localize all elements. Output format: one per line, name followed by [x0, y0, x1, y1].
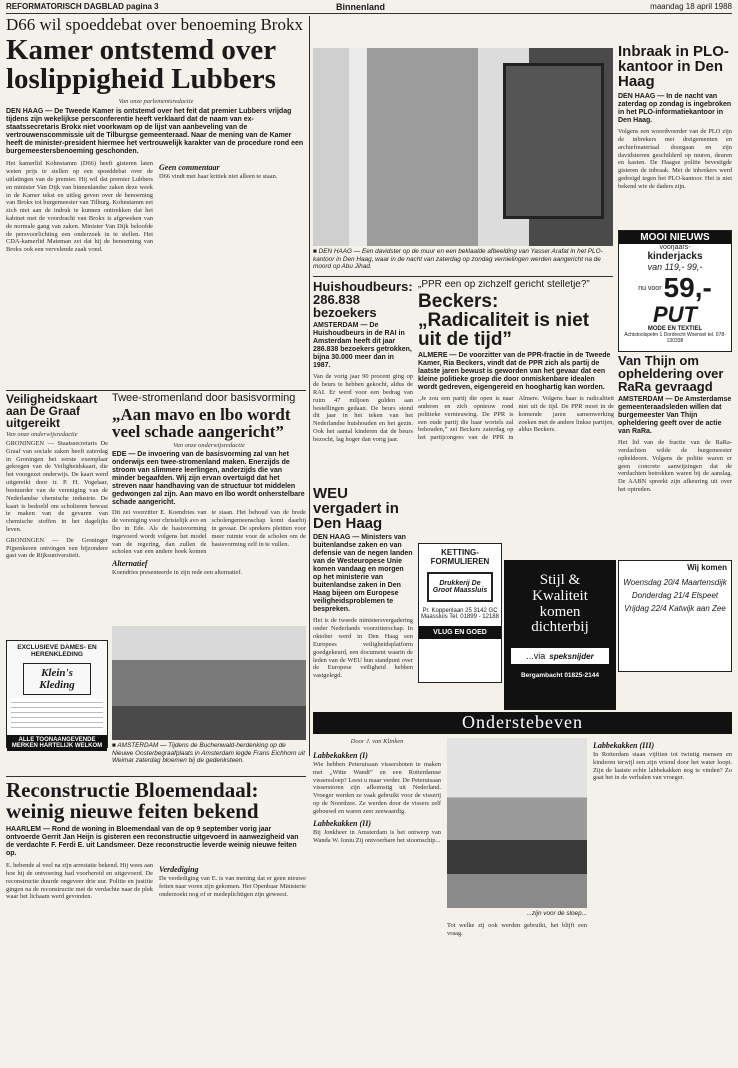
mavo-subhead: Alternatief	[112, 559, 148, 569]
header-paper-name: REFORMATORISCH DAGBLAD pagina 3	[6, 2, 159, 11]
huishoud-headline: Huishoudbeurs: 286.838 bezoekers	[313, 280, 413, 320]
mavo-body: Dit zei voorzitter E. Koendries van de vereniging voor christelijk avo en lbo in Ede. Als de basisvorming ingevoerd wordt volgens het model van de regering, dan zullen de scholen van een andere hoek komen te staan. Het behoud van de brede scholengemeenschap komt daarbij in gevaar. De sprekers pleitten voor meer ruimte voor de scholen om de basisvorming zelf in te vullen.	[112, 509, 306, 556]
onderweg-body-2: Bij Jonkheer in Amsterdam is het ontwerp van Wanda W. Ioniu Zij ontvoerbare het stoomschip...	[313, 828, 441, 844]
put-ad	[618, 230, 732, 352]
mavo-kicker: Twee-stromenland door basisvorming	[112, 393, 296, 404]
header-date: maandag 18 april 1988	[650, 2, 732, 11]
kleins-ad	[6, 640, 108, 748]
weu-lead: DEN HAAG — Ministers van buitenlandse zaken en van defensie van de negen landen van de Westeuropese Unie komen vandaag en morgen op het ministerie van buitenlandse zaken in Den Haag bijeen om Europese veiligheidsproblemen te bespreken.	[313, 534, 413, 614]
plo-photo	[313, 48, 613, 246]
caption-bullet-icon-2: ■	[112, 742, 118, 749]
onderweg-article	[313, 738, 732, 1064]
veilig-rule	[6, 390, 306, 391]
rara-lead: AMSTERDAM — De Amsterdamse gemeenteraadsleden willen dat burgemeester Van Thijn opheldering geeft over de actie van RaRa.	[618, 396, 732, 436]
mavo-foot: Koendries presenteerde in zijn rede een alternatief.	[112, 569, 243, 577]
wijkomen-ad	[618, 560, 732, 672]
put-ad-top: MOOI NIEUWS	[619, 231, 731, 244]
stijl-ad-brand: speksnijder	[549, 652, 594, 661]
huishoud-body: Van de vorig jaar 90 procent ging op de beurs te hebben gekocht, aldus de RAI. Er werd voor een bedrag van ruim 47 miljoen gulden aan bestellingen gedaan. De beurs stond dit jaar in het teken van het Nederlandse huishouden en het gezin. Ook het aantal kinderen dat de beurs bezocht, lag hoger dan vorig jaar.	[313, 373, 413, 443]
bloem-lead: HAARLEM — Rond de woning in Bloemendaal van de op 9 september vorig jaar ontvoerde Gerrit Jan Heijn is gisteren een reconstructie uitgevoerd in aanwezigheid van de verdachte F. Ferdi E. uit Landsmeer. Deze reconstructie leverde weinig nieuwe feiten op.	[6, 826, 299, 858]
onderweg-body-4: In Rotterdam staan vijftien tot twintig mensen en kinderen terwijl een zijn vriend door het water loopt. Zijn de laatste echte labbekakken nog te vinden? Zo gaat het in de verhalen van vroeger.	[593, 751, 732, 782]
plo-photo-window	[503, 63, 604, 219]
rara-body: Het lid van de fractie van de RaRa-verdachten wilde de burgemeester ophelderen. Volgens de politie waren er geen concrete aanwijzingen dat de verdachten betrokken waren bij de aanslag. De AABN spreekt zijn afkeuring uit over het optreden.	[618, 439, 732, 494]
bloem-body-2: De verdediging van E. is van mening dat er geen nieuwe feiten naar voren zijn gekomen. Het Openbaar Ministerie onderzoekt nog of er medeplichtigen zijn geweest.	[159, 875, 306, 898]
plo-lead: DEN HAAG — In de nacht van zaterdag op zondag is ingebroken in het PLO-informatiekantoor in Den Haag.	[618, 93, 732, 125]
put-ad-address: Achtstoolspelm 1 Dordrecht Woensel tel. 078-130338	[624, 332, 726, 344]
onderweg-sub-2: Labbekakken (II)	[313, 818, 371, 828]
put-ad-now: nu voor	[638, 284, 662, 292]
stijl-ad-tel: Bergambacht 01825-2144	[520, 672, 600, 679]
put-ad-price: 59,-	[663, 272, 712, 303]
beckers-headline: Beckers: „Radicaliteit is niet uit de tijd”	[418, 291, 590, 350]
header-rule	[6, 13, 732, 14]
weu-body: Het is de tweede ministersvergadering onder Nederlands voorzitterschap. In oktober werd in Den Haag een Europees veiligheidsplatform goedgekeurd, een document waarin de leden van de WEU hun standpunt over de Europese veiligheid hebben vastgelegd.	[313, 617, 413, 680]
rara-headline: Van Thijn om opheldering over RaRa gevraagd	[618, 354, 724, 394]
veilig-headline: Veiligheidskaart aan De Graaf uitgereikt	[6, 393, 98, 430]
beckers-kicker: „PPR een op zichzelf gericht stelletje?”	[418, 280, 590, 290]
wijkomen-date-3: Vrijdag 22/4 Katwijk aan Zee	[624, 604, 726, 613]
wijkomen-head: Wij komen	[687, 563, 727, 572]
ketting-ad	[418, 543, 502, 683]
put-ad-line1: voorjaars-	[659, 244, 691, 251]
wijkomen-date-2: Donderdag 21/4 Elspeet	[631, 591, 719, 600]
put-ad-line2: kinderjacks	[647, 251, 703, 262]
weu-article	[313, 486, 413, 736]
page-header	[6, 2, 732, 12]
header-section: Binnenland	[336, 2, 385, 12]
lubbers-article	[6, 16, 306, 388]
huishoud-lead: AMSTERDAM — De Huishoudbeurs in de RAI in Amsterdam heeft dit jaar 286.838 bezoekers getrokken, bijna 30.000 meer dan in 1987.	[313, 322, 412, 370]
kleins-ad-top: EXCLUSIEVE DAMES- EN HERENKLEDING	[17, 644, 97, 658]
onderweg-sub-3: Labbekakken (III)	[593, 741, 655, 750]
veilig-article	[6, 393, 108, 635]
rara-article	[618, 354, 732, 546]
ketting-ad-foot: VLUG EN GOED	[419, 626, 501, 639]
caption-bullet-icon: ■	[313, 248, 319, 255]
put-ad-tag: MODE EN TEXTIEL	[647, 326, 703, 332]
bloem-subhead: Verdediging	[159, 865, 199, 875]
plo-article	[618, 44, 732, 226]
mavo-lead: EDE — De invoering van de basisvorming zal van het onderwijs een twee-stromenland maken. Enerzijds de stroom van slimmere leerlingen, anderzijds die van minder begaafden. Wij zijn ervan overtuigd dat het streven naar handhaving van de structuur tot middelen gedwongen zal zijn. Aan mavo en lbo wordt onherstelbare schade aangericht.	[112, 451, 305, 507]
huishoud-article	[313, 280, 413, 480]
onderweg-photo	[447, 738, 587, 908]
lubbers-end: D66 vindt met haar kritiek niet alleen te staan.	[159, 173, 278, 181]
onderweg-body-3: Tot welke zij ook werden gebruikt, het blijft een vraag.	[447, 922, 587, 937]
mavo-byline: Van onze onderwijsredactie	[173, 442, 245, 449]
onderweg-byline: Door J. van Klinken	[350, 738, 404, 745]
bloem-headline: Reconstructie Bloemendaal: weinig nieuwe feiten bekend	[6, 780, 259, 823]
lubbers-subhead: Geen commentaar	[159, 163, 220, 173]
kleins-ad-foot: ALLE TOONAANGEVENDE MERKEN HARTELIJK WELKOM	[7, 735, 107, 751]
beckers-body: „Je zou een partij die open is naar anderen en zich opnieuw rond politieke vernieuwing. De PPR is een oude partij die haar wortels zal behouden,” zei Beckers zaterdag op het partijcongres van de PPR in Almere. Volgens haar is radicaliteit niet uit de tijd. De PPR moet in de komende jaren samenwerking zoeken met de andere linkse partijen, aldus Beckers.	[418, 395, 614, 442]
lubbers-lead: DEN HAAG — De Tweede Kamer is ontstemd over het feit dat premier Lubbers vrijdag tijdens zijn wekelijkse persconferentie heeft verklaard dat de naam van ex-staatssecretaris Brokx niet voorkwam op de lijst van aanbeveling van de vertrouwenscommissie uit de Tilburgse gemeenteraad. Naar de mening van de Kamer heeft de minister-president hiermee het vertrouwelijk karakter van de procedure rond een burgemeestersbenoeming geschonden.	[6, 108, 304, 156]
mavo-headline: „Aan mavo en lbo wordt veel schade aangericht”	[112, 405, 291, 441]
col-divider-1	[309, 16, 310, 756]
kleins-ad-brand: Klein's Kleding	[23, 663, 91, 695]
ketting-ad-address: Pr. Koppenlaan 25 3142 GC Maassluis Tel. 01899 - 12188	[421, 608, 499, 620]
onderweg-title: Onderstebeven	[462, 712, 583, 732]
stijl-ad-via: ...via	[526, 651, 546, 661]
veilig-body: GRONINGEN — Staatssecretaris De Graaf van sociale zaken heeft zaterdag in Groningen het eerste exemplaar gekregen van de Veiligheidskaart, die het voorgezet onderwijs. De kaart werd uitgereikt door ir. P. H. Vogelaar, bestuurder van de vereniging van de Nederlandse chemische industrie. De kaart is bedoeld om scholieren bewust te maken van de gevaren van chemische stoffen in het dagelijks leven.	[6, 440, 108, 533]
plo-headline: Inbraak in PLO-kantoor in Den Haag	[618, 44, 729, 90]
lubbers-headline: Kamer ontstemd over loslippigheid Lubbers	[6, 34, 276, 95]
stijl-ad	[504, 560, 616, 710]
lubbers-body: Het kamerlid Kohnstamm (D66) heeft gisteren laten weten prijs te stellen op een spoeddebat over de uitlatingen van de premier. Hij wil dat premier Lubbers en minister Van Dijk van binnenlandse zaken deze week in de Kamer tekst en uitleg geven over de benoeming van Brokx tot burgemeester van Tilburg. Kohnstamm eet zich niet aan de indruk te kunnen onttrekken dat het kabinet met de voordracht van Brokx is afgeweken van de normale gang van zaken. Minister Van Dijk beloofde de persvoorlichting een onderzoek in te stellen. Het CDA-kamerlid Mateman zei dat hij de benoeming van Brokx ook een vervelende zaak vond.	[6, 160, 153, 254]
veilig-byline: Van onze onderwijsredactie	[6, 431, 78, 438]
plo-photo-caption: ■ DEN HAAG — Een davidster op de muur en een beklaalde afbeelding van Yasser Arafat in het PLO-kantoor in Den Haag, waar in de nacht van zaterdag op zondag vernielingen werden aangericht na de moord op Abu Jihad.	[313, 248, 603, 271]
kleins-ad-list	[11, 698, 103, 732]
onderweg-caption: ...zijn voor de sloep...	[526, 910, 587, 917]
beckers-article	[418, 280, 614, 540]
beckers-lead: ALMERE — De voorzitter van de PPR-fractie in de Tweede Kamer, Ria Beckers, vindt dat de PPR zich als partij de laatste jaren bewust is geworden van het gevaar dat een kleine politieke groep die door onmiskenbare idealen wordt gedreven, eigengereid en hooghartig kan worden.	[418, 352, 611, 392]
put-ad-old-price: van 119,- 99,-	[647, 262, 703, 272]
mavo-article	[112, 393, 306, 623]
buchenwald-photo	[112, 626, 306, 740]
stijl-ad-text: Stijl & Kwaliteit komen dichterbij	[531, 572, 589, 636]
buchenwald-caption: ■ AMSTERDAM — Tijdens de Buchenwald-herdenking op de Nieuwe Oosterbegraafplaats in Amsterdam legde Frans Eichhorn uit Weimar zaterdag bloemen bij de gedenksteen.	[112, 742, 305, 765]
onderweg-sub-1: Labbekakken (I)	[313, 751, 368, 760]
veilig-sub: GRONINGEN — De Groninger Pijpenkeren ontvingen een bijzondere gast van de Rijksuniversiteit.	[6, 536, 108, 560]
ketting-ad-title: KETTING-FORMULIEREN	[430, 548, 490, 566]
lubbers-byline: Van onze parlementsredactie	[118, 98, 194, 105]
bloem-rule	[6, 776, 306, 777]
lubbers-kicker: D66 wil spoeddebat over benoeming Brokx	[6, 16, 303, 34]
plo-body: Volgens een woordvoerder van de PLO zijn de inbrekers met dreigementen en archiefmateriaal doorgaan en zijn davidsterren geschilderd op muren, deuren en kasten. De Haagse politie bevestigde gisteren de inbraak. Met de inbrekers werd gedreigd tegen het PLO-kantoor. Het is niet bekend wie de daders zijn.	[618, 128, 732, 190]
ketting-ad-brand: Drukkerij De Groot Maassluis	[427, 572, 493, 602]
mid-rule	[313, 276, 613, 277]
onderweg-body-1: Wie hebben Peteruisaan vissersboten te maken met „Witte Wandt” en een Rotterdamse visserssloep? Leest u maar verder. De Peteruisaan visserstoren zijn afkomstig uit Nederland. Vroeger werden ze vaak gebruikt voor de visserij op de Noordzee. Ze werden door de vissers zelf gebouwd en waren zeer zeewaardig.	[313, 761, 441, 815]
bloem-body: E. hebende al veel na zijn arrestatie bekend. Hij wees aan hoe hij de ontvoering had voorbereid en uitgevoerd. De reconstructie duurde ongeveer drie uur. Politie en justitie gingen na de reconstructie met de verdachte naar de plek waar het lichaam werd gevonden.	[6, 862, 153, 901]
bloem-article	[6, 780, 306, 1064]
put-ad-brand: PUT	[653, 302, 697, 327]
onderweg-banner	[313, 712, 732, 734]
wijkomen-date-1: Woensdag 20/4 Maartensdijk	[623, 578, 727, 587]
weu-headline: WEU vergadert in Den Haag	[313, 486, 399, 532]
